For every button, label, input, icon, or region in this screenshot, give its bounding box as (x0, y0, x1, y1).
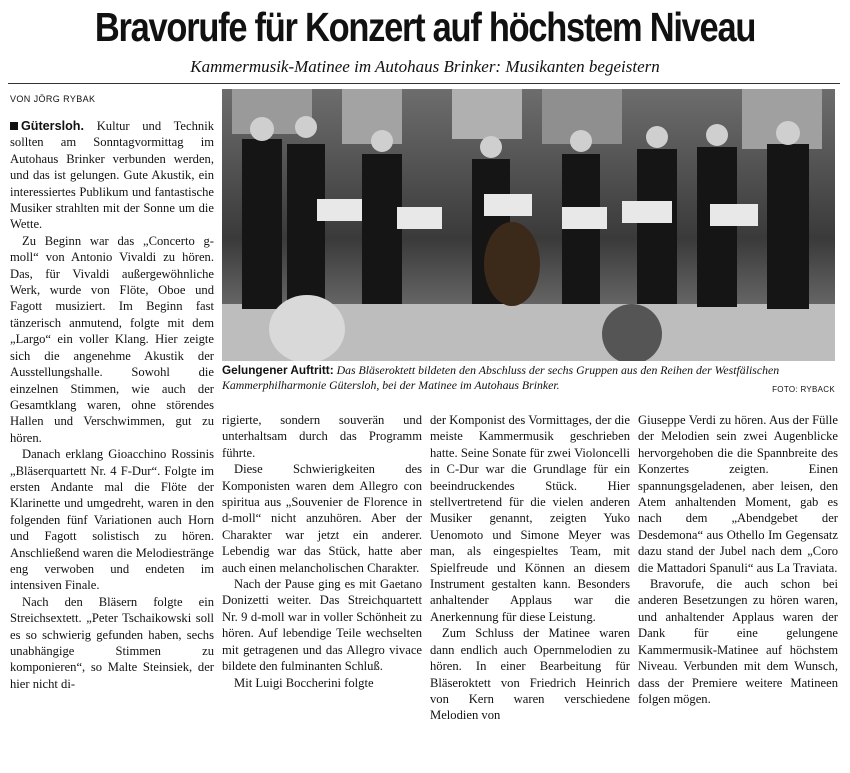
paragraph-text: Kultur und Technik sollten am Sonntagvormittag im Autohaus Brinker verbunden werden, und das ist gelungen. Gute Akustik, ein interessiertes Publikum und fantastische Musiker strahlten mit der Sonne um die Wette. (10, 119, 214, 232)
photo-credit: FOTO: RYBACK (772, 385, 835, 394)
wind-octet-photo-image (222, 89, 835, 361)
paragraph: der Komponist des Vormittages, der die meiste Kammermusik geschrieben hatte. Seine Sonate für zwei Violoncelli in C-Dur war die Grundlage für ein beeindruckendes Stück. Hier stellvertretend für die vielen anderen Musiker genannt, zeigten Yuko Uenomoto und Simone Meyer was man, als eingespieltes Team, mit Spielfreude und Können an diesem Instrument gestalten kann. Besonders anhaltender Applaus war die Anerkennung für diese Leistung. (430, 413, 630, 624)
article-column-3 (430, 412, 630, 770)
article-column-2 (222, 412, 422, 770)
byline: VON JÖRG RYBAK (10, 94, 96, 104)
paragraph (10, 118, 214, 233)
divider-rule (8, 83, 840, 84)
subheadline: Kammermusik-Matinee im Autohaus Brinker: Musikanten begeistern (190, 57, 660, 76)
dateline-place: Gütersloh. (21, 119, 84, 133)
paragraph: Zum Schluss der Matinee waren dann endlich auch Opernmelodien zu hören. In einer Bearbeitung für Bläseroktett von Friedrich Heinrich von Kern waren verschiedene Melodien von (430, 626, 630, 723)
caption-lead: Gelungener Auftritt: (222, 363, 334, 377)
paragraph: Nach den Bläsern folgte ein Streichsextett. „Peter Tschaikowski soll es so schwierig gefunden haben, sechs unabhängige Stimmen zu komponieren“, so Malte Steinsiek, der hier nicht di- (10, 594, 214, 691)
square-bullet-icon (10, 122, 18, 130)
photo-caption (222, 363, 835, 397)
paragraph: Danach erklang Gioacchino Rossinis „Bläserquartett Nr. 4 F-Dur“. Folgte im ersten Andante mal die Flöte der Klarinette und umgedreht, waren in den folgenden fünf Variationen auch Horn und Fagott solistisch zu hören. Anschließend waren die Melodiestränge eng verwoben und endeten im intensiven Finale. (10, 447, 214, 593)
paragraph: Mit Luigi Boccherini folgte (234, 675, 374, 690)
paragraph: Zu Beginn war das „Concerto g-moll“ von Antonio Vivaldi zu hören. Das, für Vivaldi außergewöhnliche Werk, wurde von Flöte, Oboe und Fagott musiziert. Im Beginn fast tänzerisch anmutend, folgte mit dem „Largo“ ein voller Klang. Hier zeigte sich die angenehme Akustik der Ausstellungshalle. Sowohl die einzelnen Stimmen, wie auch der Gesamtklang waren, ohne störendes Hallen und Verschwimmen, gut zu hören. (10, 233, 214, 445)
article-column-1 (10, 118, 214, 770)
paragraph: rigierte, sondern souverän und unterhaltsam durch das Programm führte. (222, 413, 422, 460)
paragraph: Bravorufe, die auch schon bei anderen Besetzungen zu hören waren, und anhaltender Applaus waren der Dank für eine gelungene Kammermusik-Matinee auf höchstem Niveau. Verbunden mit dem Wunsch, dass der Premiere weitere Matineen folgen mögen. (638, 577, 838, 706)
concert-photo (222, 89, 835, 361)
paragraph: Diese Schwierigkeiten des Komponisten waren dem Allegro con spiritua aus „Souvenier de Florence in d-moll“ nicht anzuhören. Aber der Charakter war jetzt ein anderer. Lebendig war das Stück, hatte aber auch einen melancholischen Charakter. (222, 462, 422, 575)
caption-body: Das Bläseroktett bildeten den Abschluss der sechs Gruppen aus den Reihen der Westfälischen Kammerphilharmonie Gütersloh, bei der Matinee im Autohaus Brinker. (222, 363, 780, 392)
article-column-4 (638, 412, 838, 770)
paragraph: Giuseppe Verdi zu hören. Aus der Fülle der Melodien sein zwei Augenblicke hervorgehoben die die Spannbreite des Konzertes zeigten. Einen spannungsgeladenen, aber leisen, den Atem anhaltenden Moment, gab es nach dem „Abendgebet der Desdemona“ aus Othello Im Gegensatz dazu stand der Jubel nach dem „Coro die Mattadori Spanuli“ aus La Traviata. (638, 413, 838, 575)
headline: Bravorufe für Konzert auf höchstem Niveau (94, 4, 756, 50)
paragraph: Nach der Pause ging es mit Gaetano Donizetti weiter. Das Streichquartett Nr. 9 d-moll war in voller Schönheit zu hören. Auf lebendige Teile wechselten mit getragenen und das Allegro vivace bildete den fulminanten Schluß. (222, 577, 422, 674)
